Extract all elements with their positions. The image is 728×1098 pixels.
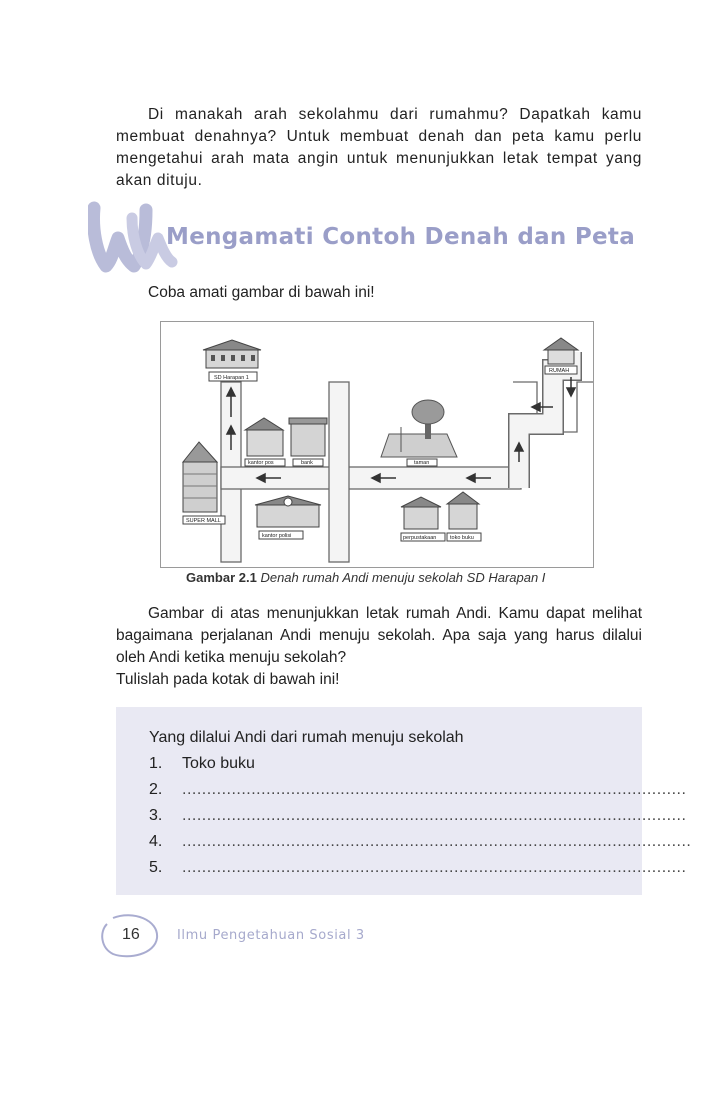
kantor-polisi-building-icon: [255, 496, 321, 539]
figure-caption: [186, 570, 545, 585]
book-title: Ilmu Pengetahuan Sosial 3: [177, 928, 365, 943]
perpustakaan-building-icon: [401, 497, 445, 541]
answer-item[interactable]: 4. .......................................................................................................: [149, 833, 692, 850]
svg-text:kantor polisi: kantor polisi: [262, 533, 292, 539]
page-number: 16: [122, 926, 140, 943]
caption-text: Denah rumah Andi menuju sekolah SD Harapan I: [260, 570, 546, 585]
svg-text:perpustakaan: perpustakaan: [403, 535, 437, 541]
park-icon: [381, 400, 457, 466]
school-building-icon: [203, 340, 261, 381]
svg-text:SUPER MALL: SUPER MALL: [186, 518, 221, 524]
intro-paragraph: Di manakah arah sekolahmu dari rumahmu? Dapatkah kamu membuat denahnya? Untuk membuat denah dan peta kamu perlu mengetahui arah mata angin untuk menunjukkan letak tempat yang akan dituju.: [116, 106, 642, 189]
section-title: Mengamati Contoh Denah dan Peta: [166, 224, 636, 250]
svg-text:bank: bank: [301, 460, 313, 466]
answer-item: 1. Toko buku: [149, 755, 255, 772]
label-school: SD Harapan 1: [214, 375, 249, 381]
svg-text:toko buku: toko buku: [450, 535, 474, 541]
caption-label: Gambar 2.1: [186, 570, 257, 585]
label-home: RUMAH: [549, 368, 570, 374]
supermall-building-icon: [183, 442, 225, 524]
answer-item[interactable]: 5. ......................................................................................................: [149, 859, 687, 876]
answer-box: [116, 707, 692, 895]
section-heading: [88, 198, 648, 278]
toko-buku-building-icon: [447, 492, 481, 541]
home-building-icon: [544, 338, 578, 374]
bank-building-icon: [289, 418, 327, 466]
answer-item[interactable]: 3. ......................................................................................................: [149, 807, 687, 824]
answer-box-title: Yang dilalui Andi dari rumah menuju sekolah: [149, 729, 464, 746]
instruction-text: Coba amati gambar di bawah ini!: [148, 284, 375, 301]
svg-text:kantor pos: kantor pos: [248, 460, 274, 466]
svg-text:taman: taman: [414, 460, 430, 466]
map-illustration: [161, 322, 593, 567]
paragraph-2: Gambar di atas menunjukkan letak rumah Andi. Kamu dapat melihat bagaimana perjalanan Andi menuju sekolah. Apa saja yang harus dilalui oleh Andi ketika menuju sekolah?: [116, 605, 642, 666]
map-figure: [160, 321, 594, 568]
kantor-pos-building-icon: [245, 418, 285, 466]
answer-item[interactable]: 2. ......................................................................................................: [149, 781, 687, 798]
paragraph-3: Tulislah pada kotak di bawah ini!: [116, 671, 340, 688]
